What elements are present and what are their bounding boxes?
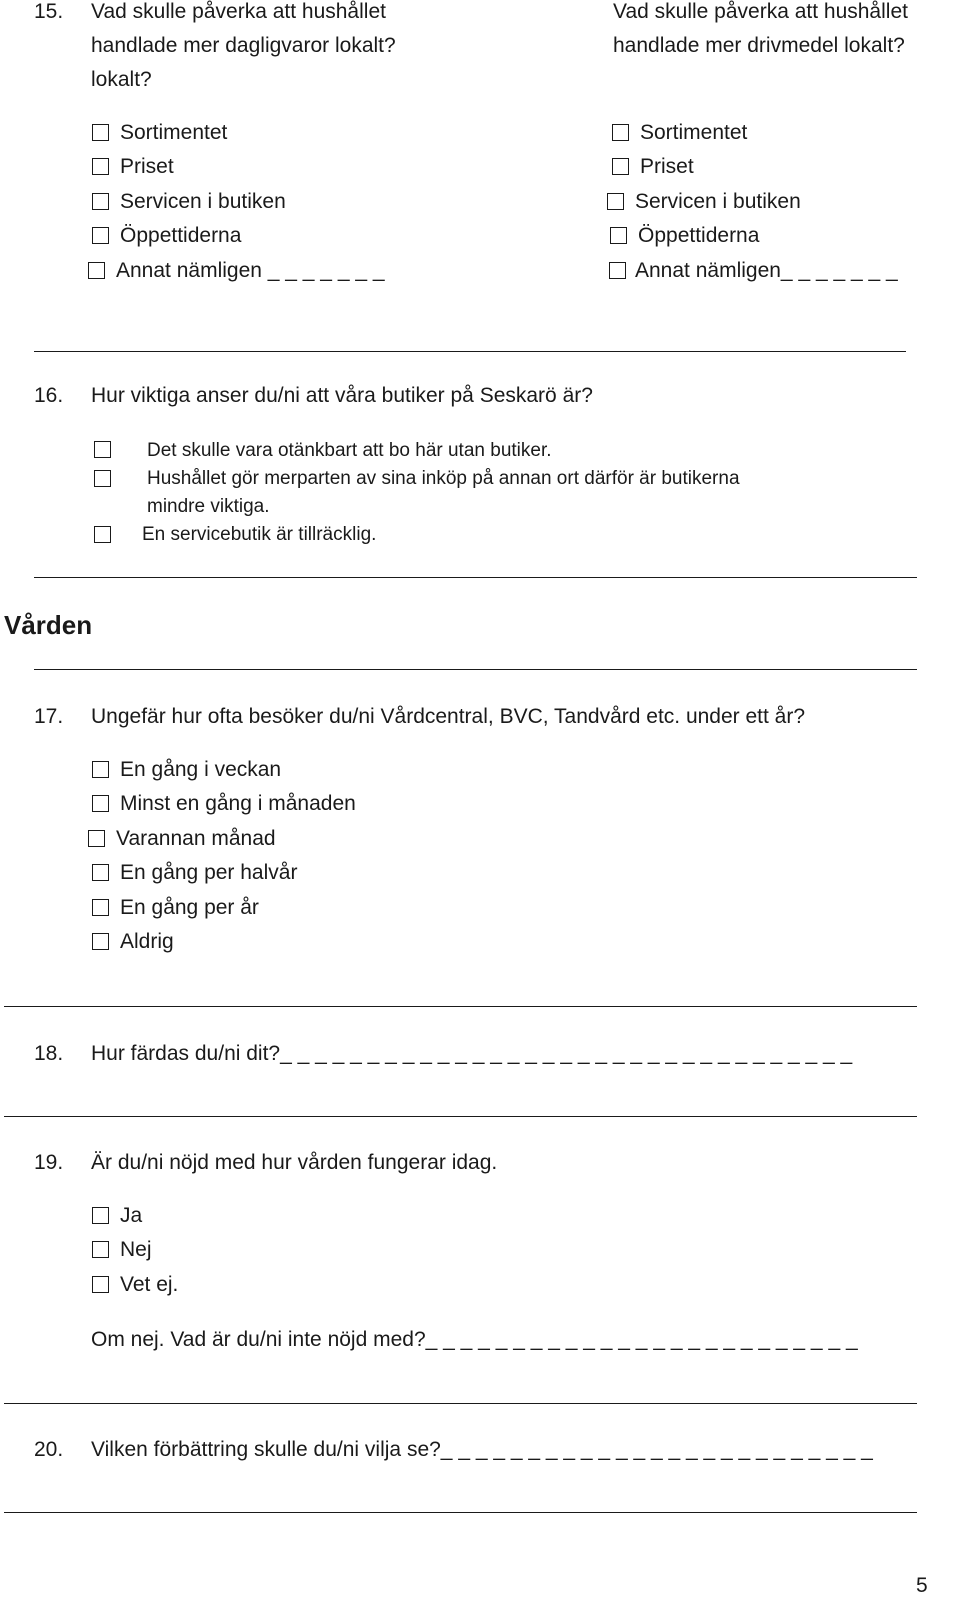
- q18-number: 18.: [34, 1042, 64, 1065]
- q15-left-question-line2: handlade mer dagligvaror lokalt?: [91, 34, 396, 57]
- option-label: Minst en gång i månaden: [120, 792, 356, 815]
- option-label: Servicen i butiken: [635, 190, 801, 213]
- option-label: Sortimentet: [640, 121, 748, 144]
- option-label: Öppettiderna: [638, 224, 760, 247]
- checkbox[interactable]: [88, 830, 105, 847]
- q16-question: Hur viktiga anser du/ni att våra butiker på Seskarö är?: [91, 384, 593, 407]
- option-label: Priset: [120, 155, 174, 178]
- checkbox[interactable]: [609, 262, 626, 279]
- option-label: Det skulle vara otänkbart att bo här utan butiker.: [147, 440, 552, 461]
- q20-number: 20.: [34, 1438, 64, 1461]
- checkbox[interactable]: [92, 1207, 109, 1224]
- checkbox[interactable]: [607, 193, 624, 210]
- checkbox[interactable]: [92, 933, 109, 950]
- q19-question: Är du/ni nöjd med hur vården fungerar idag.: [91, 1151, 498, 1174]
- option-label: Hushållet gör merparten av sina inköp på annan ort därför är butikerna: [147, 468, 740, 489]
- checkbox[interactable]: [92, 761, 109, 778]
- option-label: Annat nämligen _ _ _ _ _ _ _: [116, 259, 385, 282]
- q19-followup: Om nej. Vad är du/ni inte nöjd med?_ _ _ _ _ _ _ _ _ _ _ _ _ _ _ _ _ _ _ _ _ _ _ _ _: [91, 1328, 858, 1351]
- section-heading: Vården: [4, 610, 93, 640]
- checkbox[interactable]: [92, 193, 109, 210]
- option-label: Varannan månad: [116, 827, 276, 850]
- checkbox[interactable]: [92, 158, 109, 175]
- checkbox[interactable]: [88, 262, 105, 279]
- option-label: Ja: [120, 1204, 143, 1227]
- checkbox[interactable]: [94, 526, 111, 543]
- option-label: Servicen i butiken: [120, 190, 286, 213]
- q15-left-question-line3: lokalt?: [91, 68, 152, 91]
- checkbox[interactable]: [94, 470, 111, 487]
- q15-right-question-line1: Vad skulle påverka att hushållet: [613, 0, 908, 23]
- checkbox[interactable]: [94, 441, 111, 458]
- q15-left-question-line1: Vad skulle påverka att hushållet: [91, 0, 386, 23]
- checkbox[interactable]: [610, 227, 627, 244]
- divider: [4, 1512, 917, 1513]
- option-label-continued: mindre viktiga.: [147, 496, 270, 517]
- q18-question: Hur färdas du/ni dit?_ _ _ _ _ _ _ _ _ _ _ _ _ _ _ _ _ _ _ _ _ _ _ _ _ _ _ _ _ _ _ _ _: [91, 1042, 853, 1065]
- option-label: Priset: [640, 155, 694, 178]
- divider: [4, 1403, 917, 1404]
- option-label: En servicebutik är tillräcklig.: [142, 524, 377, 545]
- divider: [4, 1116, 917, 1117]
- divider: [4, 1006, 917, 1007]
- checkbox[interactable]: [92, 124, 109, 141]
- q20-question: Vilken förbättring skulle du/ni vilja se?_ _ _ _ _ _ _ _ _ _ _ _ _ _ _ _ _ _ _ _ _ _ _ _ _: [91, 1438, 873, 1461]
- option-label: En gång i veckan: [120, 758, 282, 781]
- checkbox[interactable]: [92, 899, 109, 916]
- option-label: En gång per år: [120, 896, 259, 919]
- q15-number: 15.: [34, 0, 64, 23]
- checkbox[interactable]: [92, 864, 109, 881]
- q17-number: 17.: [34, 705, 64, 728]
- q17-question: Ungefär hur ofta besöker du/ni Vårdcentral, BVC, Tandvård etc. under ett år?: [91, 705, 806, 728]
- checkbox[interactable]: [92, 1276, 109, 1293]
- option-label: Nej: [120, 1238, 152, 1261]
- checkbox[interactable]: [612, 158, 629, 175]
- q15-right-question-line2: handlade mer drivmedel lokalt?: [613, 34, 905, 57]
- option-label: Aldrig: [120, 930, 174, 953]
- divider: [34, 669, 917, 670]
- divider: [34, 577, 917, 578]
- checkbox[interactable]: [92, 227, 109, 244]
- divider: [34, 351, 906, 352]
- option-label: En gång per halvår: [120, 861, 298, 884]
- checkbox[interactable]: [92, 1241, 109, 1258]
- option-label: Sortimentet: [120, 121, 228, 144]
- q19-number: 19.: [34, 1151, 64, 1174]
- option-label: Annat nämligen_ _ _ _ _ _ _: [635, 259, 898, 282]
- checkbox[interactable]: [92, 795, 109, 812]
- option-label: Vet ej.: [120, 1273, 179, 1296]
- checkbox[interactable]: [612, 124, 629, 141]
- option-label: Öppettiderna: [120, 224, 242, 247]
- q16-number: 16.: [34, 384, 64, 407]
- page-number: 5: [916, 1574, 928, 1597]
